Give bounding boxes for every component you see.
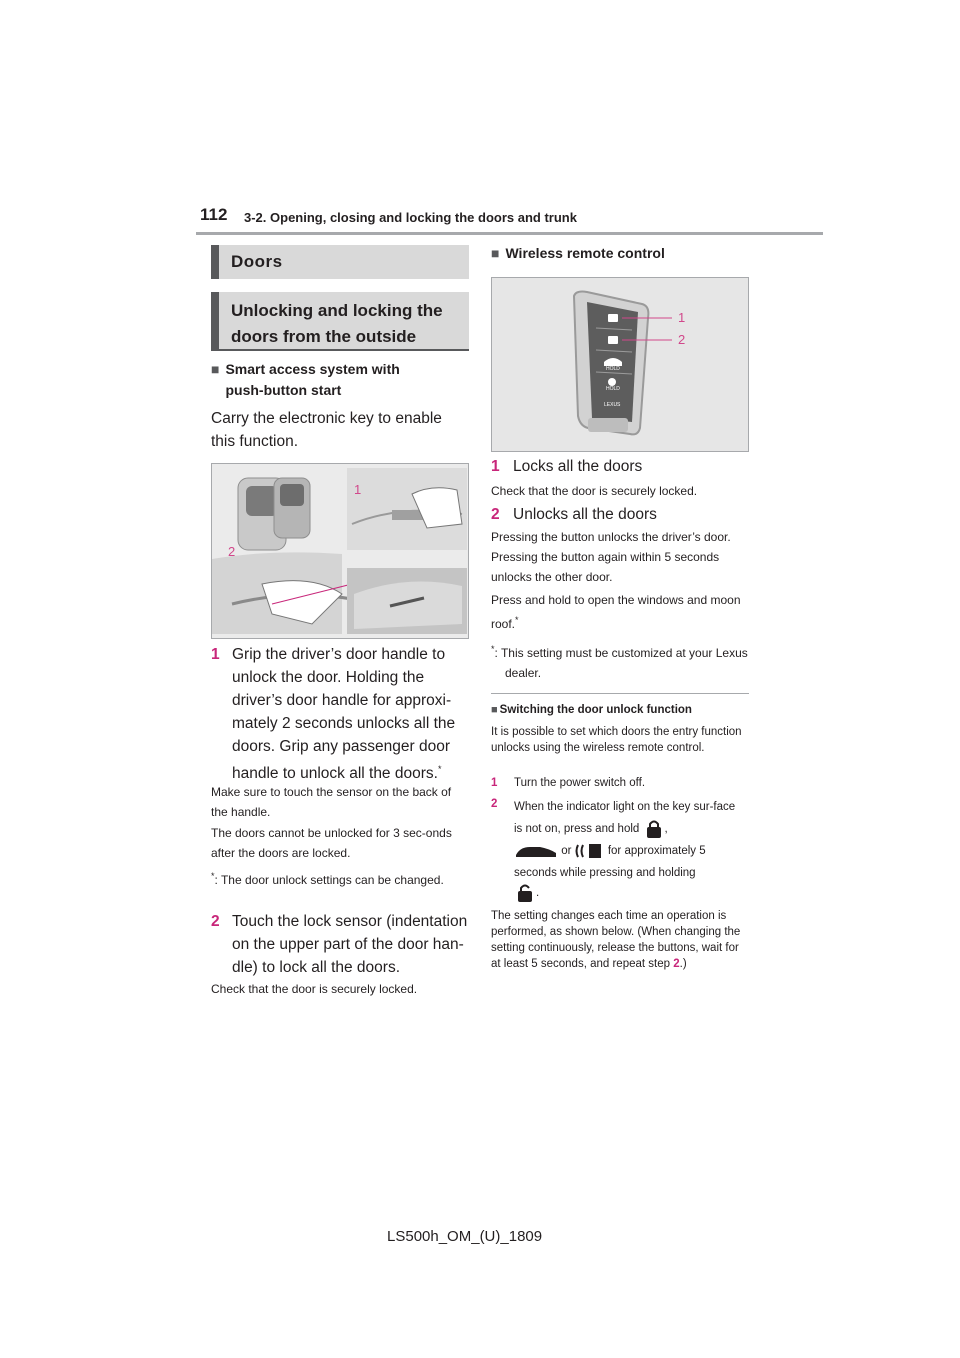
step-1-note-1: Make sure to touch the sensor on the back of the handle. xyxy=(211,785,452,819)
item-1-note: Check that the door is securely locked. xyxy=(491,484,698,498)
document-id: LS500h_OM_(U)_1809 xyxy=(387,1228,543,1245)
left-footnote: *: The door unlock settings can be changed. xyxy=(211,871,444,887)
key-fob-illustration xyxy=(492,278,749,452)
item-1-number: 1 xyxy=(491,458,500,475)
fob-label-2: 2 xyxy=(678,332,686,347)
step-2-note: Check that the door is securely locked. xyxy=(211,982,418,996)
step-1-note-2: The doors cannot be unlocked for 3 sec-onds after the doors are locked. xyxy=(211,826,452,860)
page-number: 112 xyxy=(200,205,228,224)
item-2-number: 2 xyxy=(491,506,500,523)
switch-step-2-end: . xyxy=(514,882,539,904)
switch-step-2-number: 2 xyxy=(491,798,498,810)
fob-hold-label-2: HOLD xyxy=(606,386,620,392)
switch-step-1-text: Turn the power switch off. xyxy=(514,777,646,789)
item-2-note-1: Pressing the button unlocks the driver’s door. Pressing the button again within 5 seconds unlocks the other door. xyxy=(491,530,731,584)
header-rule xyxy=(196,232,823,235)
wireless-remote-title: ■ Wireless remote control xyxy=(491,245,665,261)
switch-step-1-number: 1 xyxy=(491,777,498,789)
smart-intro: Carry the electronic key to enable this function. xyxy=(211,410,442,450)
square-bullet-icon: ■ xyxy=(491,704,498,716)
power-window-icon xyxy=(575,841,605,861)
switch-step-2-text: When the indicator light on the key sur-face is not on, press and hold , xyxy=(514,796,746,840)
trunk-icon xyxy=(514,841,558,861)
unlock-icon xyxy=(514,882,536,904)
lock-icon xyxy=(643,818,665,840)
item-1-text: Locks all the doors xyxy=(513,458,643,475)
fob-brand: LEXUS xyxy=(604,402,621,408)
smart-access-title: ■ Smart access system with push-button start xyxy=(211,361,400,398)
figure-label-2: 2 xyxy=(228,544,236,559)
right-footnote: *: This setting must be customized at your Lexus dealer. xyxy=(491,644,748,680)
square-bullet-icon: ■ xyxy=(491,245,500,261)
switch-step-2-cont: or for approximately 5 seconds while pressing and holding xyxy=(514,840,746,884)
heading-unlocking-locking: Unlocking and locking the doors from the outside xyxy=(211,292,469,351)
key-fob-figure xyxy=(491,277,749,452)
step-1-text: Grip the driver’s door handle to unlock the door. Holding the driver’s door handle for approxi-mately 2 seconds unlocks all the doors. Grip any passenger door handle to unlock all the doors.* xyxy=(232,646,456,783)
fob-label-1: 1 xyxy=(678,310,686,325)
door-handle-figure xyxy=(211,463,469,639)
switch-intro: It is possible to set which doors the entry function unlocks using the wireless remote control. xyxy=(491,726,742,754)
figure-label-1: 1 xyxy=(354,482,362,497)
door-handle-illustration xyxy=(212,464,469,639)
switch-title: ■ Switching the door unlock function xyxy=(491,704,692,716)
section-title: 3-2. Opening, closing and locking the doors and trunk xyxy=(244,210,577,225)
asterisk: * xyxy=(437,764,442,774)
item-2-note-2: Press and hold to open the windows and moon roof.* xyxy=(491,593,741,631)
item-2-text: Unlocks all the doors xyxy=(513,506,657,523)
square-bullet-icon: ■ xyxy=(211,361,220,377)
section-divider xyxy=(491,693,749,694)
step-2-number: 2 xyxy=(211,913,220,930)
step-2-text: Touch the lock sensor (indentation on the upper part of the door han-dle) to lock all the doors. xyxy=(232,913,468,976)
step-1-number: 1 xyxy=(211,646,220,663)
fob-hold-label-1: HOLD xyxy=(606,366,620,372)
heading-doors: Doors xyxy=(211,245,469,279)
setting-change-text: The setting changes each time an operation is performed, as shown below. (When changing the setting continuously, release the buttons, wait for at least 5 seconds, and repeat step 2.) xyxy=(491,910,741,970)
